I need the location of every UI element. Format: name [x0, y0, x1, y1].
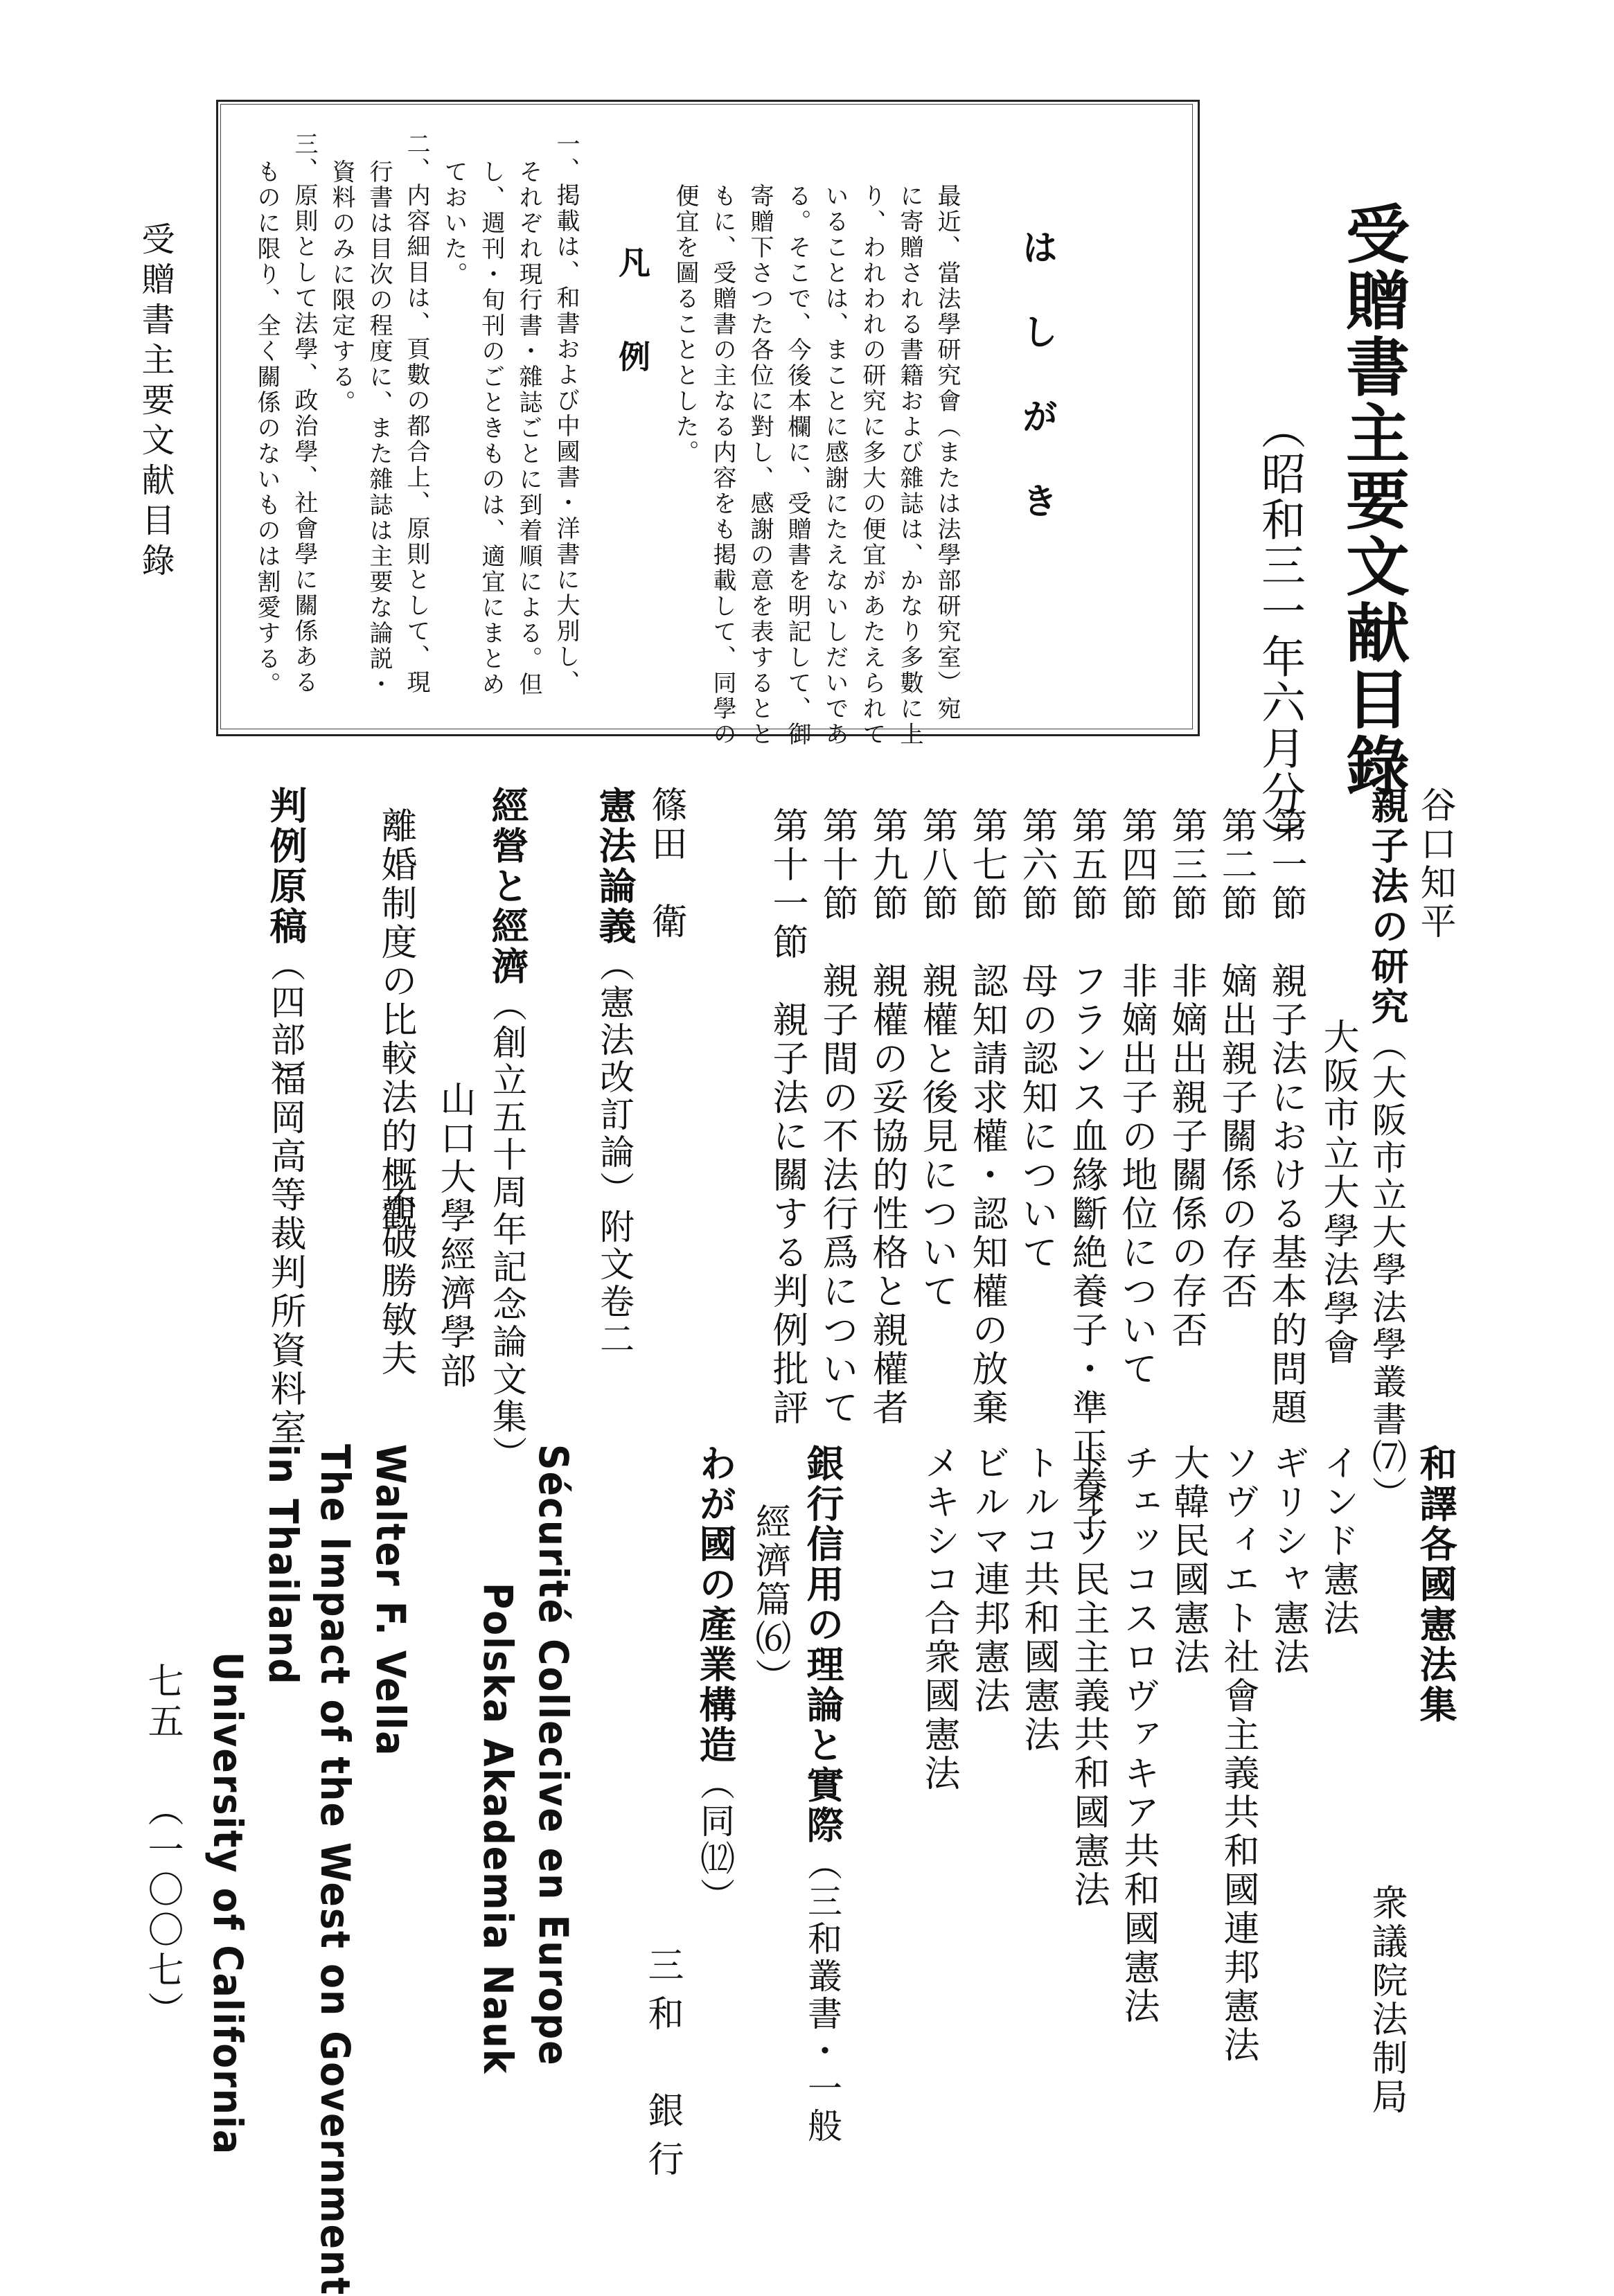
preface-line: る。そこで、今後本欄に、受贈書を明記して、御 [783, 184, 811, 747]
notes-line: 一、掲載は、和書および中國書・洋書に大別し、 [552, 132, 580, 695]
notes-line: 二、内容細目は、頁數の都合上、原則として、現 [402, 132, 430, 695]
entry-title-text: わが國の產業構造 [693, 1444, 737, 1765]
entry-author: 谷口知平 [1414, 786, 1455, 941]
section-item: 第九節 親權の妥協的性格と親權者 [866, 807, 907, 1427]
notes-line: 三、原則として法學、政治學、社會學に關係ある [290, 132, 318, 695]
entry-subtitle: （同⑿） [695, 1765, 735, 1915]
entry-subtitle-cont: 經濟篇⑹） [749, 1503, 790, 1697]
entry-title [801, 1444, 844, 2145]
section-item: 第十節 親子間の不法行爲について [816, 807, 858, 1427]
entry-author: 篠田 衛 [645, 786, 686, 941]
entry-title-latin: Sécurité Collecive en Europe [530, 1444, 577, 2067]
entry-author-latin: Walter F. Vella [367, 1444, 414, 1757]
preface-line: り、われわれの研究に多大の便宜があたえられて [858, 184, 886, 747]
entry-article-author: 不破勝敏夫 [375, 1184, 416, 1378]
section-item: 第六節 母の認知について [1016, 807, 1057, 1272]
preface-line: 寄贈下さつた各位に對し、感謝の意を表するとと [746, 184, 774, 747]
section-item: 第五節 フランス血緣斷絶養子・準正養子 [1065, 807, 1107, 1544]
notes-line: ものに限り、全く關係のないものは割愛する。 [253, 159, 281, 697]
entry-title-text: 判例原稿 [264, 786, 308, 947]
page-number: 七五 [141, 1662, 183, 1743]
section-item: 第一節 親子法における基本的問題 [1265, 807, 1306, 1427]
entry-article: 離婚制度の比較法的概觀 [375, 807, 416, 1234]
preface-line: に寄贈される書籍および雜誌は、かなり多數に上 [896, 184, 923, 747]
preface-line: もに、受贈書の主なる内容をも掲載して、同學の [709, 184, 736, 747]
entry-publisher: 福岡高等裁判所資料室 [264, 1060, 305, 1448]
entry-title [264, 786, 308, 1096]
entry-title-text: 憲法論義 [593, 786, 637, 947]
entry-subtitle: （創立五十周年記念論文集） [487, 987, 527, 1473]
running-head: 受贈書主要文献目錄 [136, 222, 175, 583]
entry-publisher: 大阪市立大學法學會 [1317, 1018, 1358, 1367]
entry-title-text: 經營と經濟 [486, 786, 529, 987]
entry-subtitle: （四部） [265, 947, 305, 1096]
entry-publisher: 三和 銀行 [641, 1946, 683, 2189]
constitution-item: インド憲法 [1317, 1444, 1358, 1638]
preface-heading: はしがき [1016, 229, 1057, 567]
entry-subtitle: （三和叢書・一般 [802, 1846, 842, 2145]
notes-heading: 凡例 [614, 246, 651, 434]
preface-line: いることは、まことに感謝にたえないしだいであ [821, 184, 849, 747]
page-subtitle: （昭和三一年六月分） [1254, 405, 1305, 862]
notes-line: 行書は目次の程度に、また雜誌は主要な論説・ [365, 159, 393, 697]
constitution-item: 大韓民國憲法 [1167, 1444, 1209, 1677]
page-serial: （一〇〇七） [141, 1790, 183, 2031]
entry-title [1365, 786, 1409, 1513]
constitution-item: ビルマ連邦憲法 [968, 1444, 1009, 1716]
constitution-item: トルコ共和國憲法 [1018, 1444, 1059, 1754]
entry-title: 和譯各國憲法集 [1414, 1444, 1457, 1725]
entry-title [593, 786, 637, 1358]
entry-title-text: 親子法の研究 [1365, 786, 1409, 1027]
entry-publisher-latin: University of California [204, 1652, 251, 2156]
notes-line: 資料のみに限定する。 [328, 159, 355, 416]
constitution-item: メキシコ合衆國憲法 [918, 1444, 959, 1793]
entry-title-text: 銀行信用の理論と實際 [801, 1444, 844, 1846]
preface-line: 便宜を圖ることとした。 [671, 184, 699, 465]
entry-title-latin: in Thailand [260, 1444, 307, 1686]
section-item: 第七節 認知請求權・認知權の放棄 [966, 807, 1007, 1427]
section-item: 第八節 親權と後見について [916, 807, 957, 1311]
constitution-item: ギリシャ憲法 [1267, 1444, 1309, 1677]
entry-publisher: 衆議院法制局 [1365, 1884, 1407, 2117]
constitution-item: チェッコスロヴァキア共和國憲法 [1117, 1444, 1159, 2026]
section-item: 第三節 非嫡出親子關係の存否 [1165, 807, 1207, 1350]
section-item: 第十一節 親子法に關する判例批評 [766, 807, 808, 1427]
entry-publisher-latin: Polska Akademia Nauk [475, 1583, 522, 2075]
section-item: 第二節 嫡出親子關係の存否 [1215, 807, 1257, 1311]
entry-publisher: 山口大學經濟學部 [434, 1080, 475, 1391]
constitution-item: ソヴィエト社會主義共和國連邦憲法 [1217, 1444, 1259, 2065]
entry-series: （大阪市立大學法學叢書⑺） [1367, 1027, 1407, 1513]
entry-title-latin: The Impact of the West on Government [312, 1444, 359, 2296]
section-item: 第四節 非嫡出子の地位について [1115, 807, 1157, 1389]
constitution-item: ドイツ民主主義共和國憲法 [1067, 1444, 1109, 1910]
entry-title [486, 786, 529, 1473]
notes-line: ておいた。 [440, 159, 468, 287]
entry-subtitle: （憲法改訂論）附文卷二 [594, 947, 635, 1358]
page-title: 受贈書主要文献目錄 [1336, 201, 1410, 799]
preface-line: 最近、當法學研究會（または法學部研究室）宛 [933, 184, 961, 722]
notes-line: し、週刊・旬刊のごときものは、適宜にまとめ [477, 159, 505, 697]
notes-line: それぞれ現行書・雜誌ごとに到着順による。但 [515, 159, 542, 697]
entry-title [693, 1444, 737, 1915]
